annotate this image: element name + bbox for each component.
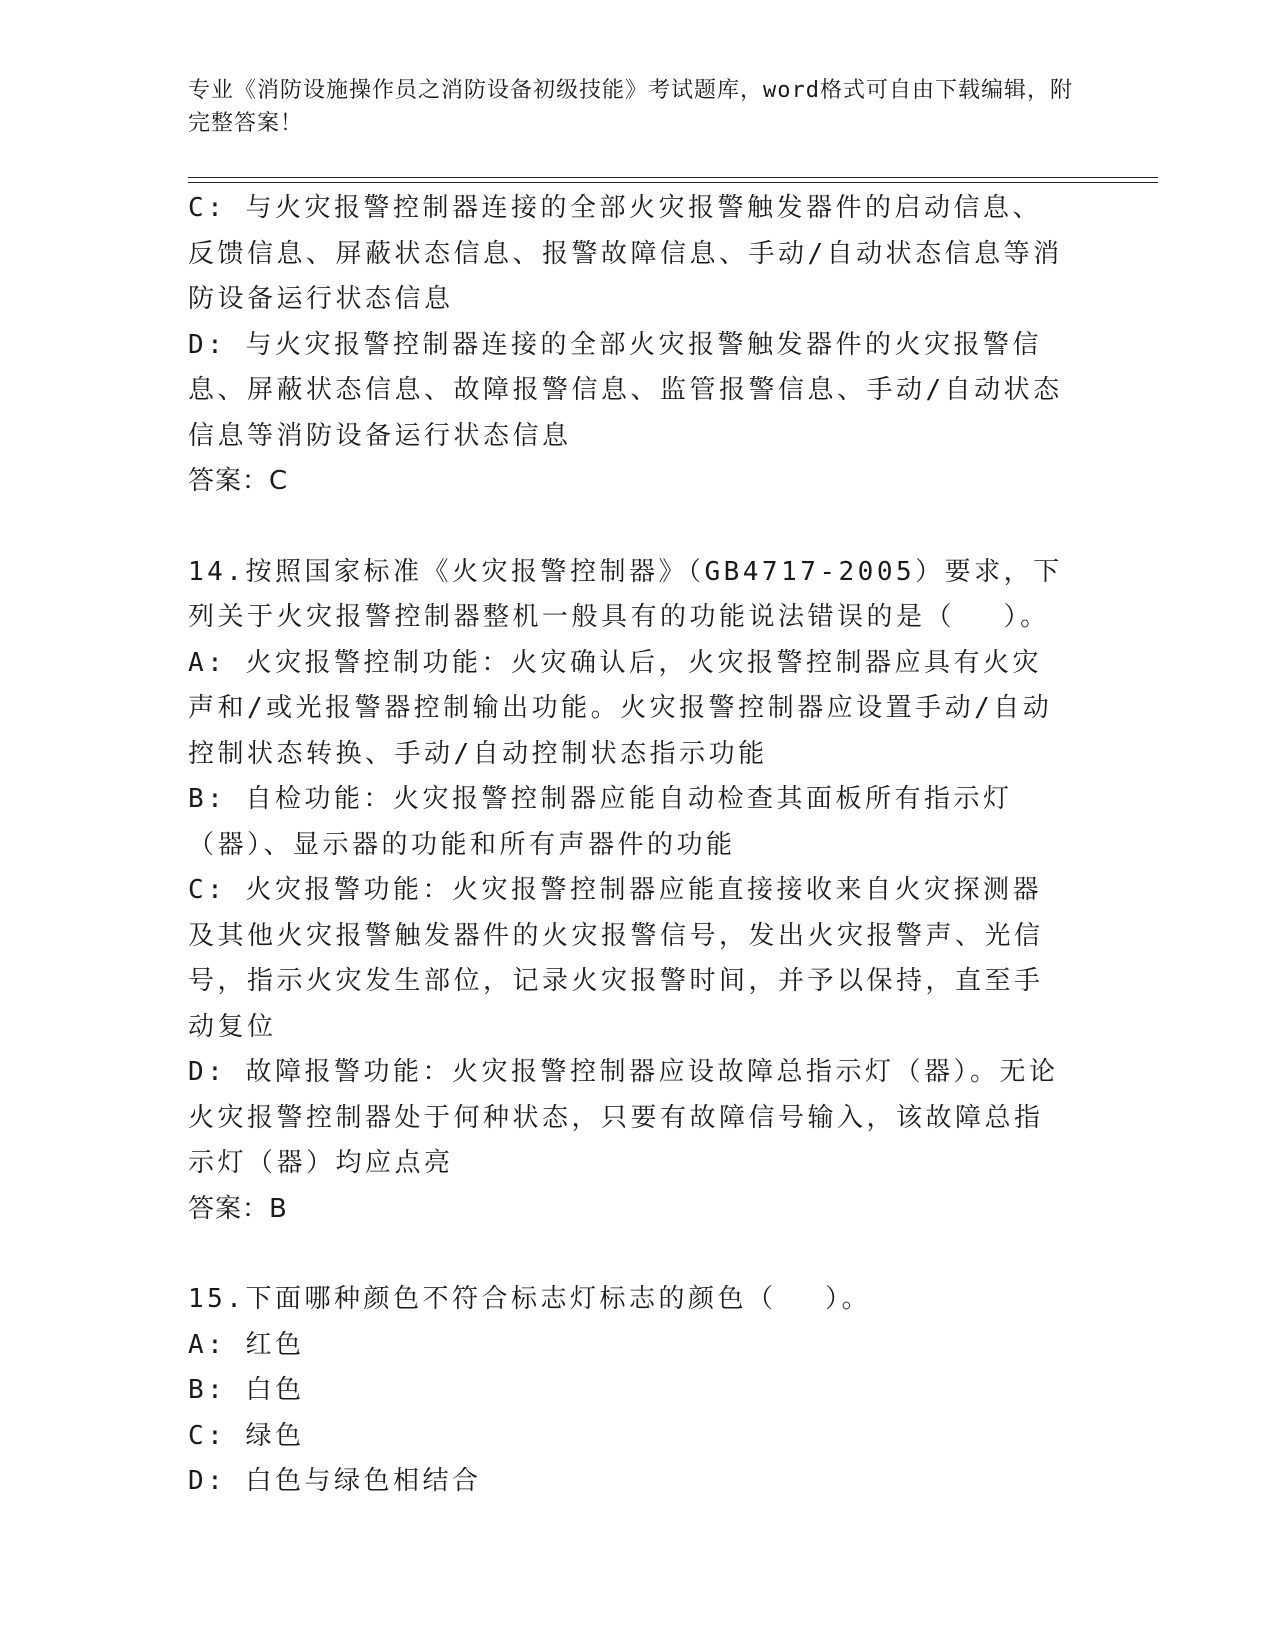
q15-option-a: A: 红色 [188, 1329, 305, 1360]
document-header: 专业《消防设施操作员之消防设备初级技能》考试题库，word格式可自由下载编辑，附完整答案！ [188, 78, 1073, 136]
q13-answer: 答案：C [188, 466, 289, 496]
q13-option-d: D: 与火灾报警控制器连接的全部火灾报警触发器件的火灾报警信息、屏蔽状态信息、故障报警信息、监管报警信息、手动/自动状态信息等消防设备运行状态信息 [188, 329, 1063, 451]
q15-option-b: B: 白色 [188, 1375, 305, 1405]
header-divider-bottom [188, 182, 1158, 183]
q15-stem: 15.下面哪种颜色不符合标志灯标志的颜色（ ）。 [188, 1284, 872, 1314]
question-13-tail [188, 186, 1068, 505]
header-divider-top [188, 177, 1158, 178]
q15-option-d: D: 白色与绿色相结合 [188, 1466, 482, 1496]
q14-stem: 14.按照国家标准《火灾报警控制器》（GB4717-2005）要求，下列关于火灾报警控制器整机一般具有的功能说法错误的是（ ）。 [188, 556, 1063, 632]
q13-option-c: C: 与火灾报警控制器连接的全部火灾报警触发器件的启动信息、反馈信息、屏蔽状态信息、报警故障信息、手动/自动状态信息等消防设备运行状态信息 [188, 193, 1063, 314]
question-14 [188, 550, 1068, 1233]
question-15 [188, 1277, 1068, 1505]
q14-option-d: D: 故障报警功能：火灾报警控制器应设故障总指示灯（器）。无论火灾报警控制器处于何种状态，只要有故障信号输入，该故障总指示灯（器）均应点亮 [188, 1057, 1059, 1178]
q15-option-c: C: 绿色 [188, 1420, 305, 1451]
spacer [188, 505, 1068, 550]
q14-answer: 答案：B [188, 1193, 288, 1224]
q14-option-a: A: 火灾报警控制功能：火灾确认后，火灾报警控制器应具有火灾声和/或光报警器控制输出功能。火灾报警控制器应设置手动/自动控制状态转换、手动/自动控制状态指示功能 [188, 647, 1053, 769]
document-body [188, 186, 1068, 1505]
q14-option-c: C: 火灾报警功能：火灾报警控制器应能直接接收来自火灾探测器及其他火灾报警触发器件的火灾报警信号，发出火灾报警声、光信号，指示火灾发生部位，记录火灾报警时间，并予以保持，直至手动复位 [188, 875, 1044, 1042]
spacer [188, 1232, 1068, 1277]
q14-option-b: B: 自检功能：火灾报警控制器应能自动检查其面板所有指示灯（器）、显示器的功能和所有声器件的功能 [188, 784, 1013, 860]
